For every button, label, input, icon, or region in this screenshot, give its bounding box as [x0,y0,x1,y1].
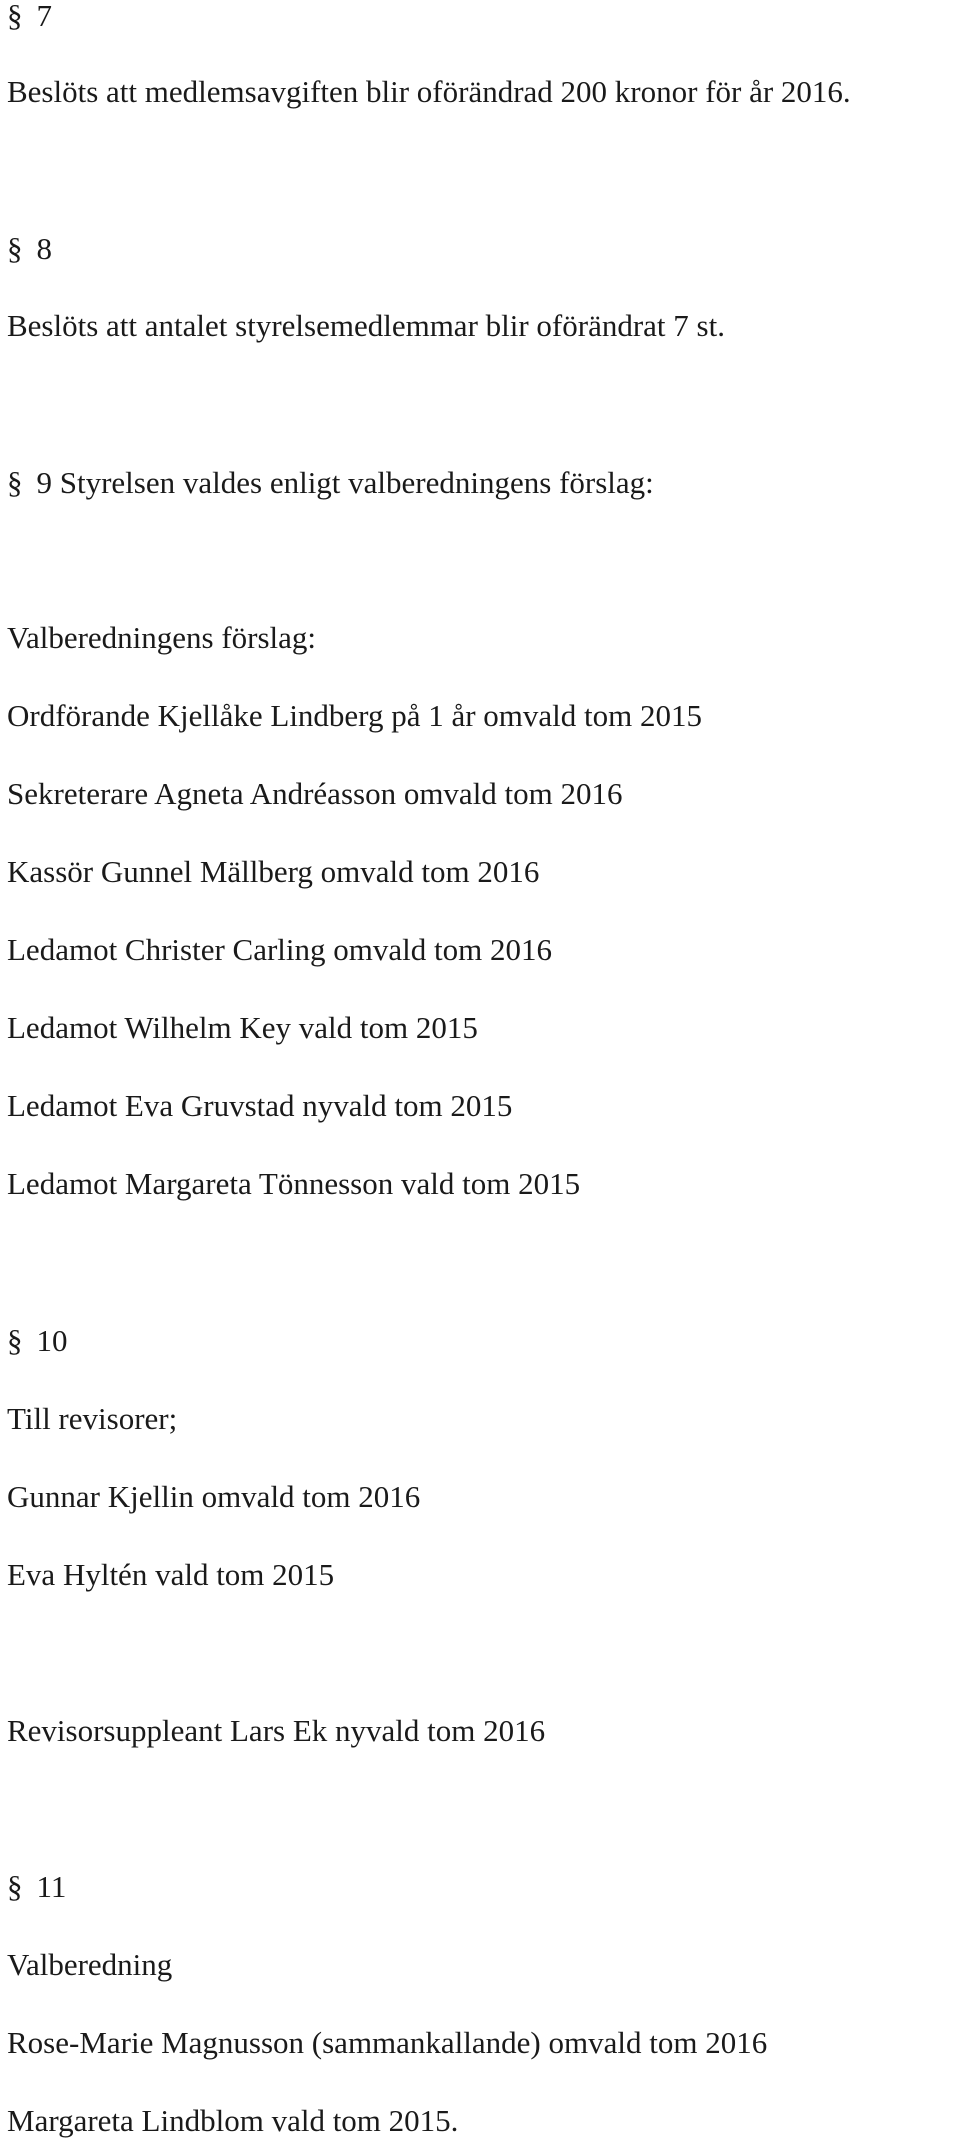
section-number: 7 [36,0,52,33]
section-sign: § [7,465,23,500]
section-sign: § [7,1869,23,1904]
paragraph: Rose-Marie Magnusson (sammankallande) omvald tom 2016 [7,2025,768,2060]
section-sign: § [7,1323,23,1358]
paragraph: Revisorsuppleant Lars Ek nyvald tom 2016 [7,1713,546,1748]
section-number: 8 [36,231,52,266]
section-heading-9 [7,467,654,498]
paragraph: Valberedningens förslag: [7,620,317,655]
section-heading-8 [7,233,52,264]
paragraph: Kassör Gunnel Mällberg omvald tom 2016 [7,854,540,889]
paragraph: Ledamot Margareta Tönnesson vald tom 2015 [7,1166,581,1201]
section-heading-10 [7,1325,68,1356]
paragraph: Valberedning [7,1947,173,1982]
paragraph: Beslöts att medlemsavgiften blir oförändrad 200 kronor för år 2016. [7,74,851,109]
section-sign: § [7,0,23,33]
paragraph: Gunnar Kjellin omvald tom 2016 [7,1479,421,1514]
paragraph: Ledamot Christer Carling omvald tom 2016 [7,932,552,967]
paragraph: Eva Hyltén vald tom 2015 [7,1557,335,1592]
section-number: 9 Styrelsen valdes enligt valberedningens förslag: [36,465,654,500]
paragraph: Beslöts att antalet styrelsemedlemmar blir oförändrat 7 st. [7,308,725,343]
paragraph: Margareta Lindblom vald tom 2015. [7,2103,459,2138]
section-heading-11 [7,1871,66,1902]
paragraph: Sekreterare Agneta Andréasson omvald tom 2016 [7,776,623,811]
paragraph: Ledamot Eva Gruvstad nyvald tom 2015 [7,1088,513,1123]
section-heading-7 [7,0,52,31]
section-number: 11 [36,1869,67,1904]
section-number: 10 [36,1323,68,1358]
section-sign: § [7,231,23,266]
paragraph: Till revisorer; [7,1401,178,1436]
paragraph: Ledamot Wilhelm Key vald tom 2015 [7,1010,478,1045]
paragraph: Ordförande Kjellåke Lindberg på 1 år omvald tom 2015 [7,698,703,733]
